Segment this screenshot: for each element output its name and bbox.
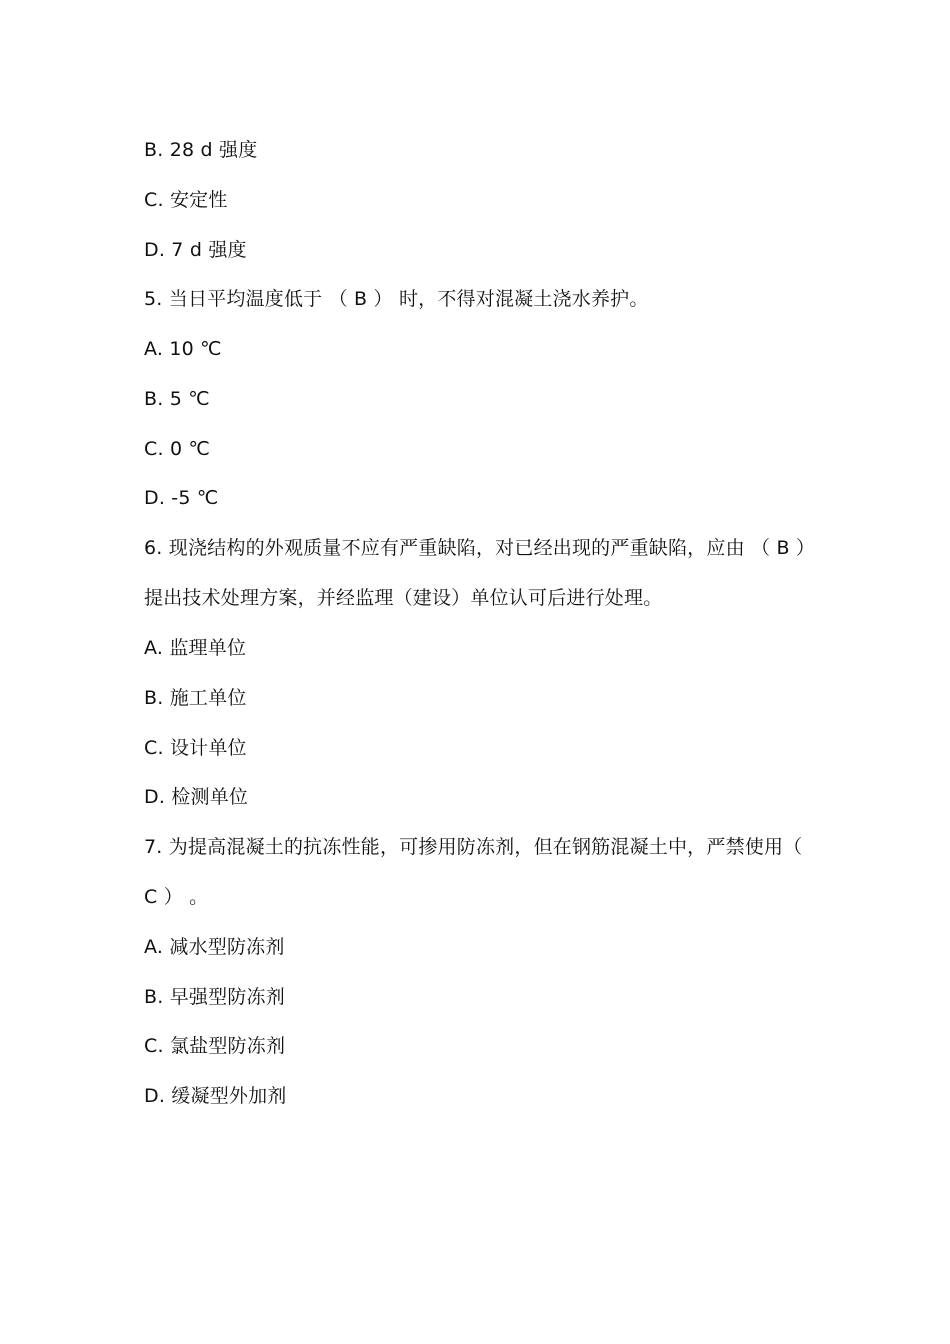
question-line: 7. 为提高混凝土的抗冻性能，可掺用防冻剂，但在钢筋混凝土中，严禁使用（ [144,836,803,858]
option-line: B. 28 d 强度 [144,139,258,161]
option-line: C. 安定性 [144,189,228,211]
option-line: A. 减水型防冻剂 [144,936,285,958]
option-line: A. 10 ℃ [144,338,222,360]
option-line: B. 5 ℃ [144,388,210,410]
question-line: 6. 现浇结构的外观质量不应有严重缺陷，对已经出现的严重缺陷，应由 （ B ） [144,537,816,559]
option-line: C. 0 ℃ [144,438,211,460]
option-line: D. -5 ℃ [144,487,219,509]
option-line: D. 7 d 强度 [144,239,247,261]
option-line: C. 氯盐型防冻剂 [144,1035,286,1057]
option-line: B. 施工单位 [144,687,247,709]
question-line-continued: 提出技术处理方案，并经监理（建设）单位认可后进行处理。 [144,587,663,609]
option-line: B. 早强型防冻剂 [144,986,285,1008]
option-line: D. 检测单位 [144,786,249,808]
option-line: A. 监理单位 [144,637,247,659]
option-line: C. 设计单位 [144,737,247,759]
option-line: D. 缓凝型外加剂 [144,1085,287,1107]
question-line: 5. 当日平均温度低于 （ B ） 时，不得对混凝土浇水养护。 [144,288,649,310]
question-line-continued: C ） 。 [144,886,209,908]
